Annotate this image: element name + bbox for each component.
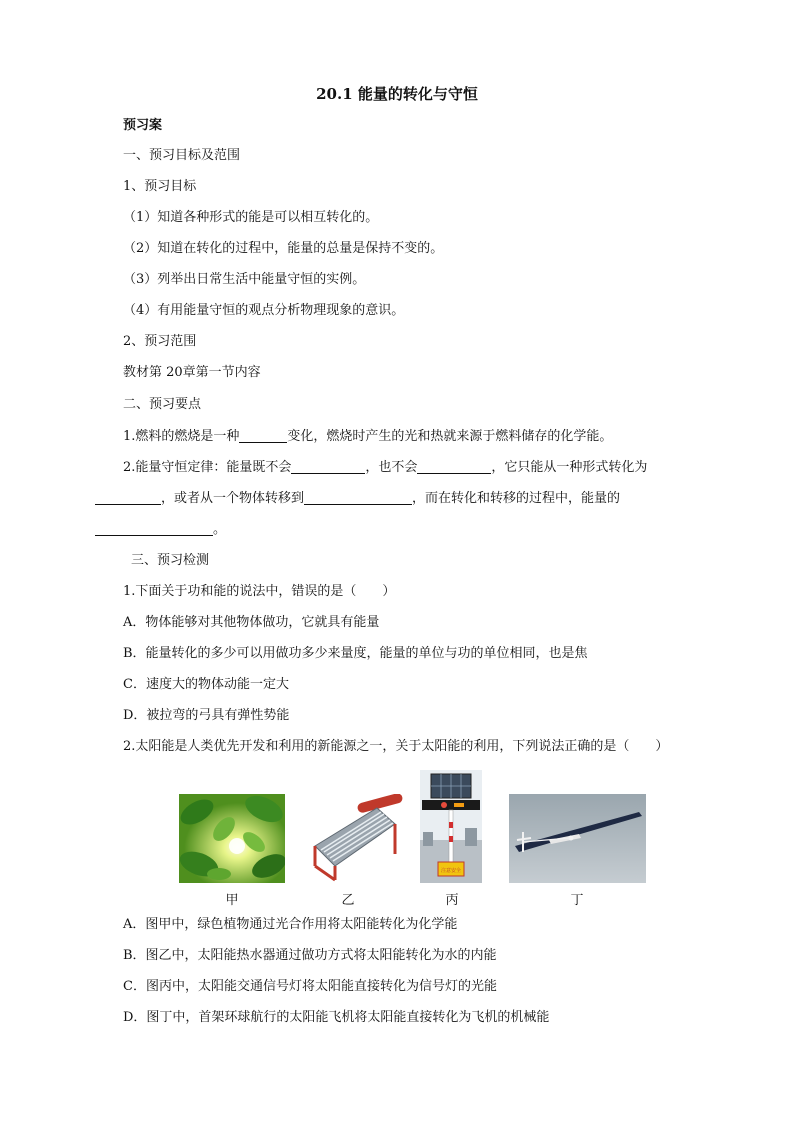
goal-item: （3）列举出日常生活中能量守恒的实例。 [123, 272, 366, 287]
answer-blank[interactable] [417, 459, 491, 474]
fill-question-2-line2: ，或者从一个物体转移到 ，而在转化和转移的过程中，能量的 [95, 490, 620, 508]
traffic-sign-text: 注意安全 [440, 868, 462, 874]
part1-sub2: 2、预习范围 [123, 334, 197, 349]
caption-bing: 丙 [445, 893, 459, 908]
mc-question-1: 1.下面关于功和能的说法中，错误的是（ ） [123, 584, 396, 599]
caption-yi: 乙 [341, 893, 355, 908]
option-item: D．图丁中，首架环球航行的太阳能飞机将太阳能直接转化为飞机的机械能 [123, 1010, 550, 1025]
answer-blank[interactable] [304, 490, 412, 505]
solar-traffic-light-image [420, 770, 482, 883]
solar-water-heater-image [305, 794, 403, 883]
answer-blank[interactable] [95, 521, 213, 536]
answer-blank[interactable] [95, 490, 161, 505]
part1-heading: 一、预习目标及范围 [123, 148, 241, 163]
leaves-sunlight-image [179, 794, 285, 883]
solar-airplane-image [509, 794, 646, 883]
option-item: B．图乙中，太阳能热水器通过做功方式将太阳能转化为水的内能 [123, 948, 497, 963]
option-item: A．图甲中，绿色植物通过光合作用将太阳能转化为化学能 [123, 917, 458, 932]
option-item: A．物体能够对其他物体做功，它就具有能量 [123, 615, 380, 630]
part3-heading: 三、预习检测 [131, 553, 210, 568]
option-item: C．图丙中，太阳能交通信号灯将太阳能直接转化为信号灯的光能 [123, 979, 497, 994]
answer-blank[interactable] [291, 459, 365, 474]
fill-question-2-line1: 2.能量守恒定律：能量既不会 ，也不会 ，它只能从一种形式转化为 [123, 460, 648, 475]
option-item: C．速度大的物体动能一定大 [123, 677, 289, 692]
goal-item: （1）知道各种形式的能是可以相互转化的。 [123, 210, 379, 225]
page-title: 20.1 能量的转化与守恒 [316, 85, 478, 103]
option-item: D．被拉弯的弓具有弹性势能 [123, 708, 290, 723]
mc-question-2: 2.太阳能是人类优先开发和利用的新能源之一，关于太阳能的利用，下列说法正确的是（ ） [123, 739, 669, 754]
scope-text: 教材第 20章第一节内容 [123, 365, 261, 380]
goal-item: （4）有用能量守恒的观点分析物理现象的意识。 [123, 303, 405, 318]
answer-blank[interactable] [239, 428, 287, 443]
caption-ding: 丁 [570, 893, 584, 908]
part2-heading: 二、预习要点 [123, 397, 202, 412]
section-preview-label: 预习案 [123, 118, 163, 133]
goal-item: （2）知道在转化的过程中，能量的总量是保持不变的。 [123, 241, 444, 256]
fill-question-2-line3: 。 [95, 521, 226, 539]
part1-sub1: 1、预习目标 [123, 179, 197, 194]
option-item: B．能量转化的多少可以用做功多少来量度，能量的单位与功的单位相同，也是焦 [123, 646, 588, 661]
caption-jia: 甲 [225, 893, 239, 908]
fill-question-1: 1.燃料的燃烧是一种 变化，燃烧时产生的光和热就来源于燃料储存的化学能。 [123, 429, 613, 444]
